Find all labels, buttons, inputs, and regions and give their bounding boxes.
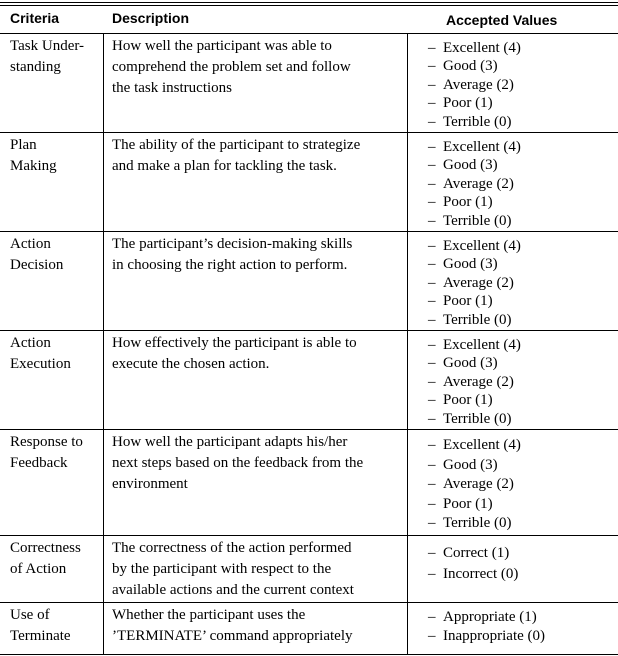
- row-separator: [0, 330, 618, 331]
- values-list: [428, 336, 521, 428]
- row-separator: [0, 231, 618, 232]
- description-cell: How well the participant was able to comprehend the problem set and follow the task instructions: [112, 38, 351, 96]
- row-separator: [0, 602, 618, 603]
- list-item: – Good (3): [428, 456, 498, 473]
- values-list: [428, 237, 521, 329]
- description-cell: The correctness of the action performed by the participant with respect to the available actions and the current context: [112, 540, 354, 598]
- description-cell: The participant’s decision-making skills in choosing the right action to perform.: [112, 236, 353, 273]
- list-item: – Excellent (4): [428, 337, 521, 353]
- description-cell: The ability of the participant to strategize and make a plan for tackling the task.: [112, 137, 361, 174]
- header-criteria: Criteria: [10, 10, 60, 26]
- list-item: – Average (2): [428, 373, 514, 390]
- list-item: – Terrible (0): [428, 515, 512, 532]
- row-separator: [0, 535, 618, 536]
- values-list: [428, 543, 518, 585]
- list-item: – Poor (1): [428, 95, 493, 112]
- list-item: – Excellent (4): [428, 139, 521, 155]
- list-item: – Poor (1): [428, 495, 493, 512]
- list-item: – Poor (1): [428, 392, 493, 409]
- list-item: – Good (3): [428, 58, 498, 75]
- list-item: – Inappropriate (0): [428, 628, 546, 644]
- list-item: – Average (2): [428, 476, 514, 493]
- list-item: – Terrible (0): [428, 212, 512, 229]
- row-separator: [0, 429, 618, 430]
- criteria-cell: Use of Terminate: [10, 607, 71, 644]
- list-item: – Poor (1): [428, 194, 493, 211]
- bottom-rule: [0, 654, 618, 655]
- list-item: – Average (2): [428, 76, 514, 93]
- list-item: – Excellent (4): [428, 238, 521, 254]
- header-accepted-values: Accepted Values: [446, 12, 558, 28]
- row-separator: [0, 132, 618, 133]
- criteria-cell: Action Execution: [10, 335, 71, 372]
- list-item: – Average (2): [428, 175, 514, 192]
- column-divider-1: [103, 33, 104, 654]
- list-item: – Good (3): [428, 355, 498, 372]
- description-cell: Whether the participant uses the ’TERMINATE’ command appropriately: [112, 607, 353, 644]
- top-rule-double: [0, 5, 618, 6]
- header-separator: [0, 33, 618, 34]
- list-item: – Incorrect (0): [428, 566, 519, 582]
- criteria-cell: Plan Making: [10, 137, 57, 174]
- list-item: – Good (3): [428, 256, 498, 273]
- list-item: – Poor (1): [428, 293, 493, 310]
- values-list: [428, 138, 521, 230]
- criteria-cell: Correctness of Action: [10, 540, 81, 577]
- list-item: – Average (2): [428, 274, 514, 291]
- list-item: – Excellent (4): [428, 40, 521, 56]
- values-list: [428, 608, 545, 646]
- list-item: – Terrible (0): [428, 410, 512, 427]
- values-list: [428, 436, 521, 534]
- description-cell: How effectively the participant is able to execute the chosen action.: [112, 335, 357, 372]
- criteria-cell: Response to Feedback: [10, 434, 83, 471]
- list-item: – Excellent (4): [428, 437, 521, 453]
- criteria-cell: Action Decision: [10, 236, 64, 273]
- list-item: – Good (3): [428, 157, 498, 174]
- list-item: – Appropriate (1): [428, 609, 537, 625]
- list-item: – Correct (1): [428, 545, 510, 561]
- header-description: Description: [112, 10, 190, 26]
- description-cell: How well the participant adapts his/her next steps based on the feedback from the environment: [112, 434, 364, 492]
- list-item: – Terrible (0): [428, 311, 512, 328]
- values-list: [428, 39, 521, 131]
- list-item: – Terrible (0): [428, 113, 512, 130]
- top-rule: [0, 2, 618, 3]
- column-divider-2: [407, 33, 408, 654]
- criteria-cell: Task Under- standing: [10, 38, 85, 75]
